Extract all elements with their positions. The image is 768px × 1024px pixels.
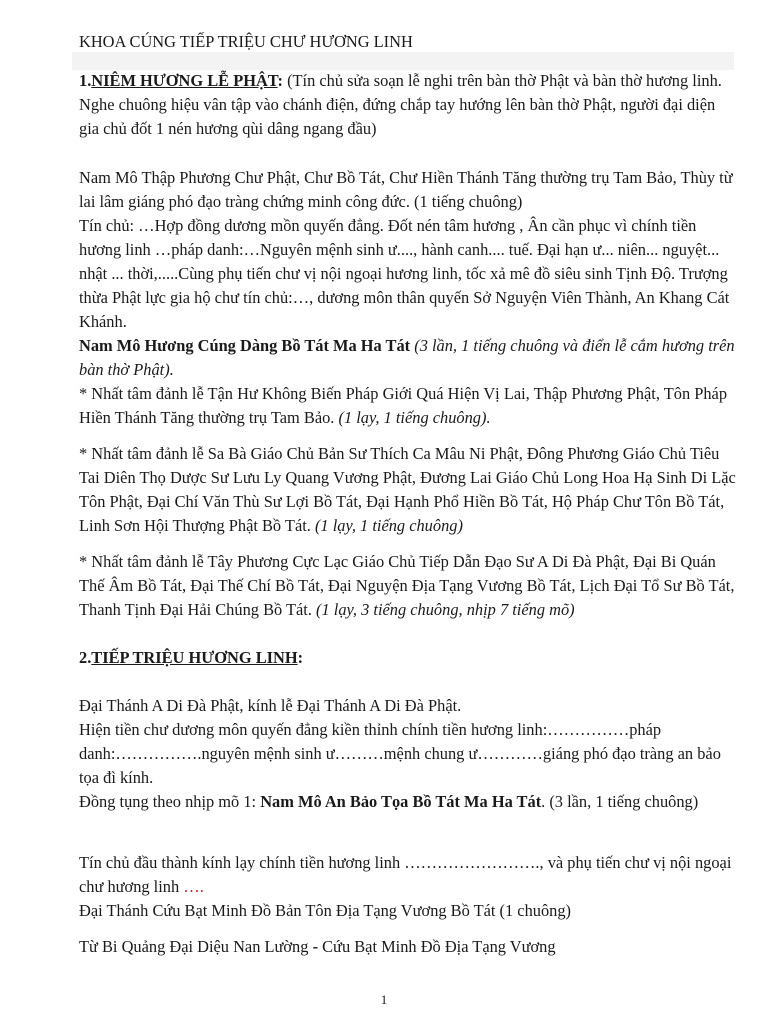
hien-tien-paragraph: Hiện tiền chư dương môn quyến đẳng kiền thỉnh chính tiền hương linh:……………pháp danh:…………….nguyên mệnh sinh ư………mệnh chung ư…………giáng phó đạo tràng an bảo tọa đì kính. — [79, 720, 721, 787]
dinh-le-3-note: (1 lạy, 3 tiếng chuông, nhịp 7 tiếng mõ) — [311, 600, 575, 619]
dinh-le-2-paragraph — [79, 442, 739, 538]
section-1-colon: : — [277, 71, 283, 90]
huong-cung-paragraph — [79, 334, 739, 382]
page-number: 1 — [380, 992, 388, 1007]
tu-bi-dash: - — [312, 937, 319, 956]
tin-chu-kinh-lay-ellipsis: …. — [183, 877, 204, 896]
dinh-le-1-paragraph — [79, 382, 739, 430]
dinh-le-1-text: * Nhất tâm đảnh lễ Tận Hư Không Biến Pháp Giới Quá Hiện Vị Lai, Thập Phương Phật, Tôn Pháp Hiền Thánh Tăng thường trụ Tam Bảo. — [79, 384, 728, 427]
dong-tung-bold: Nam Mô An Bảo Tọa Bồ Tát Ma Ha Tát — [260, 792, 542, 811]
tu-bi-text-a: Từ Bi Quảng Đại Diệu Nan Lường — [79, 937, 313, 956]
section-2-number: 2. — [79, 648, 92, 667]
dong-tung-paragraph — [79, 790, 739, 814]
section-2-colon: : — [297, 648, 304, 667]
section-1-intro — [79, 69, 739, 141]
section-2-heading — [79, 646, 739, 670]
dinh-le-2-text: * Nhất tâm đảnh lễ Sa Bà Giáo Chủ Bản Sư Thích Ca Mâu Ni Phật, Đông Phương Giáo Chủ Tiêu Tai Diên Thọ Dược Sư Lưu Ly Quang Vương Phật, Đương Lai Giáo Chủ Long Hoa Hạ Sinh Di Lặc Tôn Phật, Đại Chí Văn Thù Sư Lợi Bồ Tát, Đại Hạnh Phổ Hiền Bồ Tát, Hộ Pháp Chư Tôn Bồ Tát, Linh Sơn Hội Thượng Phật Bồ Tát. — [79, 444, 736, 535]
document-title: KHOA CÚNG TIẾP TRIỆU CHƯ HƯƠNG LINH — [79, 32, 413, 51]
huong-cung-note: (3 lần, 1 tiếng chuông và điển lễ cắm hương trên bàn thờ Phật). — [79, 336, 735, 379]
dinh-le-2-note: (1 lạy, 1 tiếng chuông) — [310, 516, 463, 535]
tu-bi-paragraph — [79, 935, 739, 959]
tu-bi-text-b: Cứu Bạt Minh Đồ Địa Tạng Vương — [318, 937, 556, 956]
dinh-le-3-text: * Nhất tâm đảnh lễ Tây Phương Cực Lạc Giáo Chủ Tiếp Dẫn Đạo Sư A Di Đà Phật, Đại Bi Quán Thế Âm Bồ Tát, Đại Thế Chí Bồ Tát, Đại Nguyện Địa Tạng Vương Bồ Tát, Lịch Đại Tổ Sư Bồ Tát, Thanh Tịnh Đại Hải Chúng Bồ Tát. — [79, 552, 735, 619]
title-shading — [72, 52, 734, 70]
tin-chu-kinh-lay-paragraph — [79, 851, 739, 899]
section-1-instruction: (Tín chủ sửa soạn lễ nghi trên bàn thờ Phật và bàn thờ hương linh. Nghe chuông hiệu vân tập vào chánh điện, đứng chắp tay hướng lên bàn thờ Phật, người đại diện gia chủ đốt 1 nén hương qùi dâng ngang đầu) — [79, 71, 722, 138]
dong-tung-note: . (3 lần, 1 tiếng chuông) — [541, 792, 699, 811]
section-1-heading: NIÊM HƯƠNG LỄ PHẬT — [91, 71, 278, 90]
dinh-le-3-paragraph — [79, 550, 739, 622]
tin-chu-kinh-lay-text: Tín chủ đầu thành kính lạy chính tiền hương linh ……………………., và phụ tiến chư vị nội ngoại chư hương linh — [79, 853, 732, 896]
cuu-bat-paragraph: Đại Thánh Cứu Bạt Minh Đồ Bản Tôn Địa Tạng Vương Bồ Tát (1 chuông) — [79, 901, 572, 920]
dinh-le-1-note: (1 lạy, 1 tiếng chuông). — [334, 408, 491, 427]
dong-tung-text: Đồng tụng theo nhịp mõ 1: — [79, 792, 261, 811]
tin-chu-paragraph: Tín chủ: …Hợp đồng dương mồn quyến đẳng. Đốt nén tâm hương , Ân cần phục vì chính tiền hương linh …pháp danh:…Nguyên mệnh sinh ư...., hành canh.... tuế. Đại hạn ư... niên... nguyệt... nhật ... thời,.....Cùng phụ tiến chư vị nội ngoại hương linh, tốc xả mê đồ siêu sinh Tịnh Độ. Trượng thừa Phật lực gia hộ chư tín chủ:…, dương môn thân quyến Sở Nguyện Viên Thành, An Khang Cát Khánh. — [79, 216, 730, 331]
section-1-number: 1. — [79, 71, 92, 90]
invocation-paragraph: Nam Mô Thập Phương Chư Phật, Chư Bồ Tát, Chư Hiền Thánh Tăng thường trụ Tam Bảo, Thùy từ lai lâm giáng phó đạo tràng chứng minh công đức. (1 tiếng chuông) — [79, 168, 733, 211]
section-2-title: TIẾP TRIỆU HƯƠNG LINH — [91, 648, 298, 667]
huong-cung-bold: Nam Mô Hương Cúng Dàng Bồ Tát Ma Ha Tát — [79, 336, 411, 355]
kinh-le-paragraph: Đại Thánh A Di Đà Phật, kính lễ Đại Thánh A Di Đà Phật. — [79, 696, 462, 715]
